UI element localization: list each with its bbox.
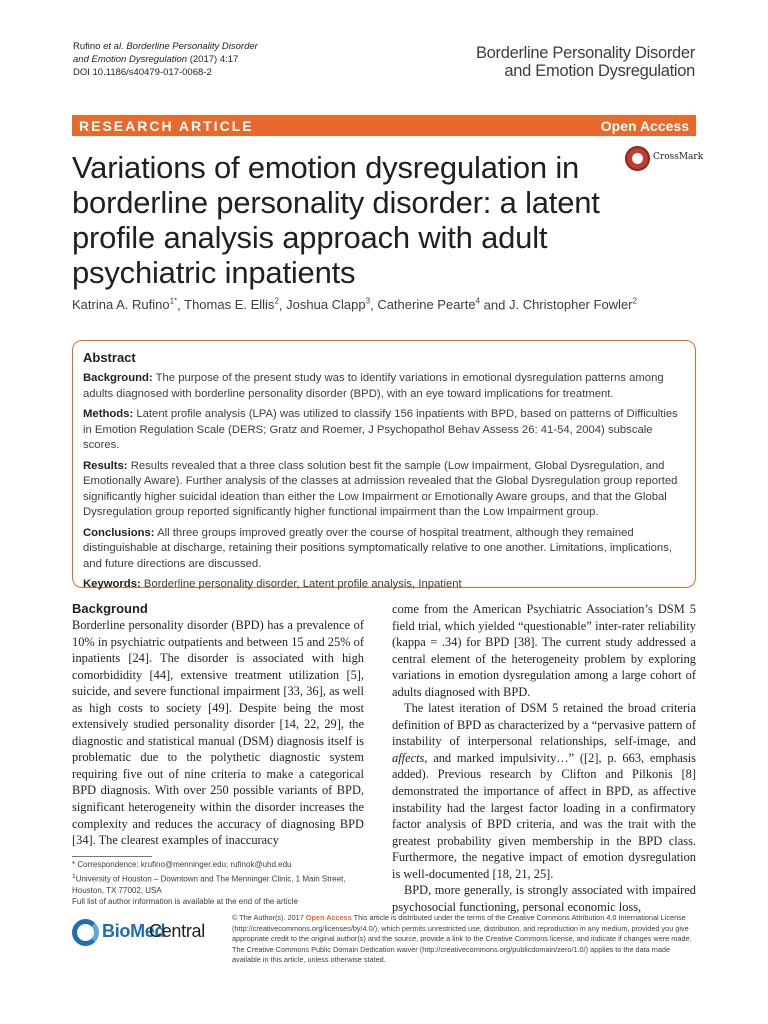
abstract-heading: Abstract: [83, 350, 136, 365]
article-title: Variations of emotion dysregulation in borderline personality disorder: a latent profile analysis approach with adult psychiatric inpatients: [72, 150, 600, 290]
journal-name: [476, 44, 695, 80]
citation-journal-part1: et al. Borderline Personality Disorder: [103, 41, 258, 52]
article-type-label: RESEARCH ARTICLE: [79, 118, 254, 134]
affiliation-line: $^1$University of Houston – Downtown and The Menninger Clinic, 1 Main Street, Houston, TX 77002, USA: [72, 872, 346, 895]
open-access-label: Open Access: [600, 117, 689, 134]
citation-author: Rufino: [73, 41, 104, 52]
abstract-conclusions: Conclusions: All three groups improved greatly over the course of hospital treatment, although they remained distinguishable at discharge, retaining their positions symptomatically relative to one another. Limitations, implications, and future directions are discussed.: [83, 526, 672, 570]
abstract-keywords: Keywords: Borderline personality disorder, Latent profile analysis, Inpatient: [83, 578, 462, 590]
body-column-right: [392, 601, 696, 915]
author[interactable]: Catherine Pearte$^4$: [377, 297, 481, 313]
abstract-box: [72, 340, 696, 588]
body-paragraph: come from the American Psychiatric Association’s DSM 5 field trial, which yielded “questionable” inter-rater reliability (kappa = .34) for BPD [38]. The current study addressed a central element of the heterogeneity problem by exploring variations in emotion dysregulation among a large cohort of adults diagnosed with BPD.: [392, 602, 696, 699]
citation-journal-part2: and Emotion Dysregulation: [73, 54, 188, 65]
journal-name-line2: and Emotion Dysregulation: [504, 62, 695, 80]
license-open-access: Open Access: [305, 913, 352, 922]
crossmark-badge[interactable]: [625, 146, 705, 172]
journal-name-line1: Borderline Personality Disorder: [475, 44, 695, 62]
citation-line-1: [73, 40, 258, 53]
body-paragraph: Borderline personality disorder (BPD) has a prevalence of 10% in psychiatric outpatients and between 15 and 25% of inpatients [24]. The disorder is associated with high comorbididity [44], extensive treatment utilization [5], suicide, and severe functional impairment [33, 36], as well as high costs to society [49]. Despite being the most extensively studied personality disorder [14, 22, 29], the diagnostic and statistical manual (DSM) diagnosis itself is problematic due to the polythetic diagnostic system requiring five out of nine criteria to make a categorical BPD diagnosis. With over 250 possible variants of BPD, significant heterogeneity within the disorder increases the complexity and reduces the accuracy of diagnosing BPD [34]. The clearest examples of inaccuracy: [72, 618, 364, 848]
license-statement: © The Author(s). 2017 Open Access This article is distributed under the terms of the Creative Commons Attribution 4.0 International License (http://creativecommons.org/licenses/by/4.0/), which permits unrestricted use, distribution, and reproduction in any medium, provided you give appropriate credit to the original author(s) and the source, provide a link to the Creative Commons license, and indicate if changes were made. The Creative Commons Public Domain Dedication waiver (http://creativecommons.org/publicdomain/zero/1.0/) applies to the data made available in this article, unless otherwise stated.: [232, 913, 692, 965]
abstract-methods: Methods: Latent profile analysis (LPA) was utilized to classify 156 inpatients with BPD, based on patterns of Difficulties in Emotion Regulation Scale (DERS; Gratz and Roemer, J Psychopathol Behav Assess 26: 41-54, 2004) subscale scores.: [83, 408, 678, 451]
author-info-note: Full list of author information is available at the end of the article: [72, 897, 298, 907]
biomed-central-logo[interactable]: [72, 918, 222, 948]
body-column-left: [72, 600, 364, 849]
biomed-central-icon: [72, 919, 99, 946]
section-heading-background: Background: [72, 601, 148, 616]
crossmark-icon: [625, 146, 650, 171]
author[interactable]: Thomas E. Ellis$^2$: [184, 297, 279, 313]
abstract-results: Results: Results revealed that a three class solution best fit the sample (Low Impairment, Global Dysregulation, and Emotionally Aware). Further analysis of the classes at admission revealed that the Global Dysregulation group reported significantly higher suicidal ideation than either the Low Impairment or Emotionally Aware groups, and that the Global Dysregulation group reported significantly higher functional impairment than the Low Impairment group.: [83, 459, 678, 518]
author[interactable]: J. Christopher Fowler$^2$: [508, 297, 637, 313]
abstract-background: Background: The purpose of the present study was to identify variations in emotional dysregulation patterns among adults diagnosed with borderline personality disorder (BPD), with an eye toward implications for treatment.: [83, 372, 664, 400]
body-paragraph: BPD, more generally, is strongly associated with impaired psychosocial functioning, personal economic loss,: [392, 883, 696, 914]
footnote: [72, 859, 364, 908]
footnote-divider: [72, 856, 152, 857]
citation-line-2: [73, 53, 258, 66]
correspondence-line[interactable]: * Correspondence: krufino@menninger.edu; rufinok@uhd.edu: [72, 860, 292, 869]
author[interactable]: Joshua Clapp$^3$: [286, 297, 371, 313]
author[interactable]: Katrina A. Rufino$^{1*}$: [72, 297, 178, 313]
body-paragraph: The latest iteration of DSM 5 retained the broad criteria definition of BPD as characterized by a “pervasive pattern of instability of interpersonal relationships, self-image, and affects, and marked impulsivity…” ([2], p. 663, emphasis added). Previous research by Clifton and Pilkonis [8] demonstrated the importance of affect in BPD, as affective instability had the largest factor loading in a confirmatory factor analysis of BPD criteria, and was the trait with the greatest probability given membership in the BPD class. Furthermore, the negative impact of emotion dysregulation is well-documented [18, 21, 25].: [392, 701, 696, 881]
logo-biomed-text: BioMed: [102, 921, 166, 941]
citation-block: [73, 40, 258, 79]
crossmark-label: CrossMark: [653, 152, 704, 162]
logo-central-text: Central: [149, 921, 205, 941]
author-list: Katrina A. Rufino$^{1*}$, Thomas E. Ellis$^2$, Joshua Clapp$^3$, Catherine Pearte$^4$ and J. Christopher Fowler$^2$: [72, 297, 637, 313]
citation-doi[interactable]: DOI 10.1186/s40479-017-0068-2: [73, 67, 212, 78]
article-type-banner: [72, 115, 696, 136]
citation-volume: (2017) 4:17: [187, 54, 239, 65]
